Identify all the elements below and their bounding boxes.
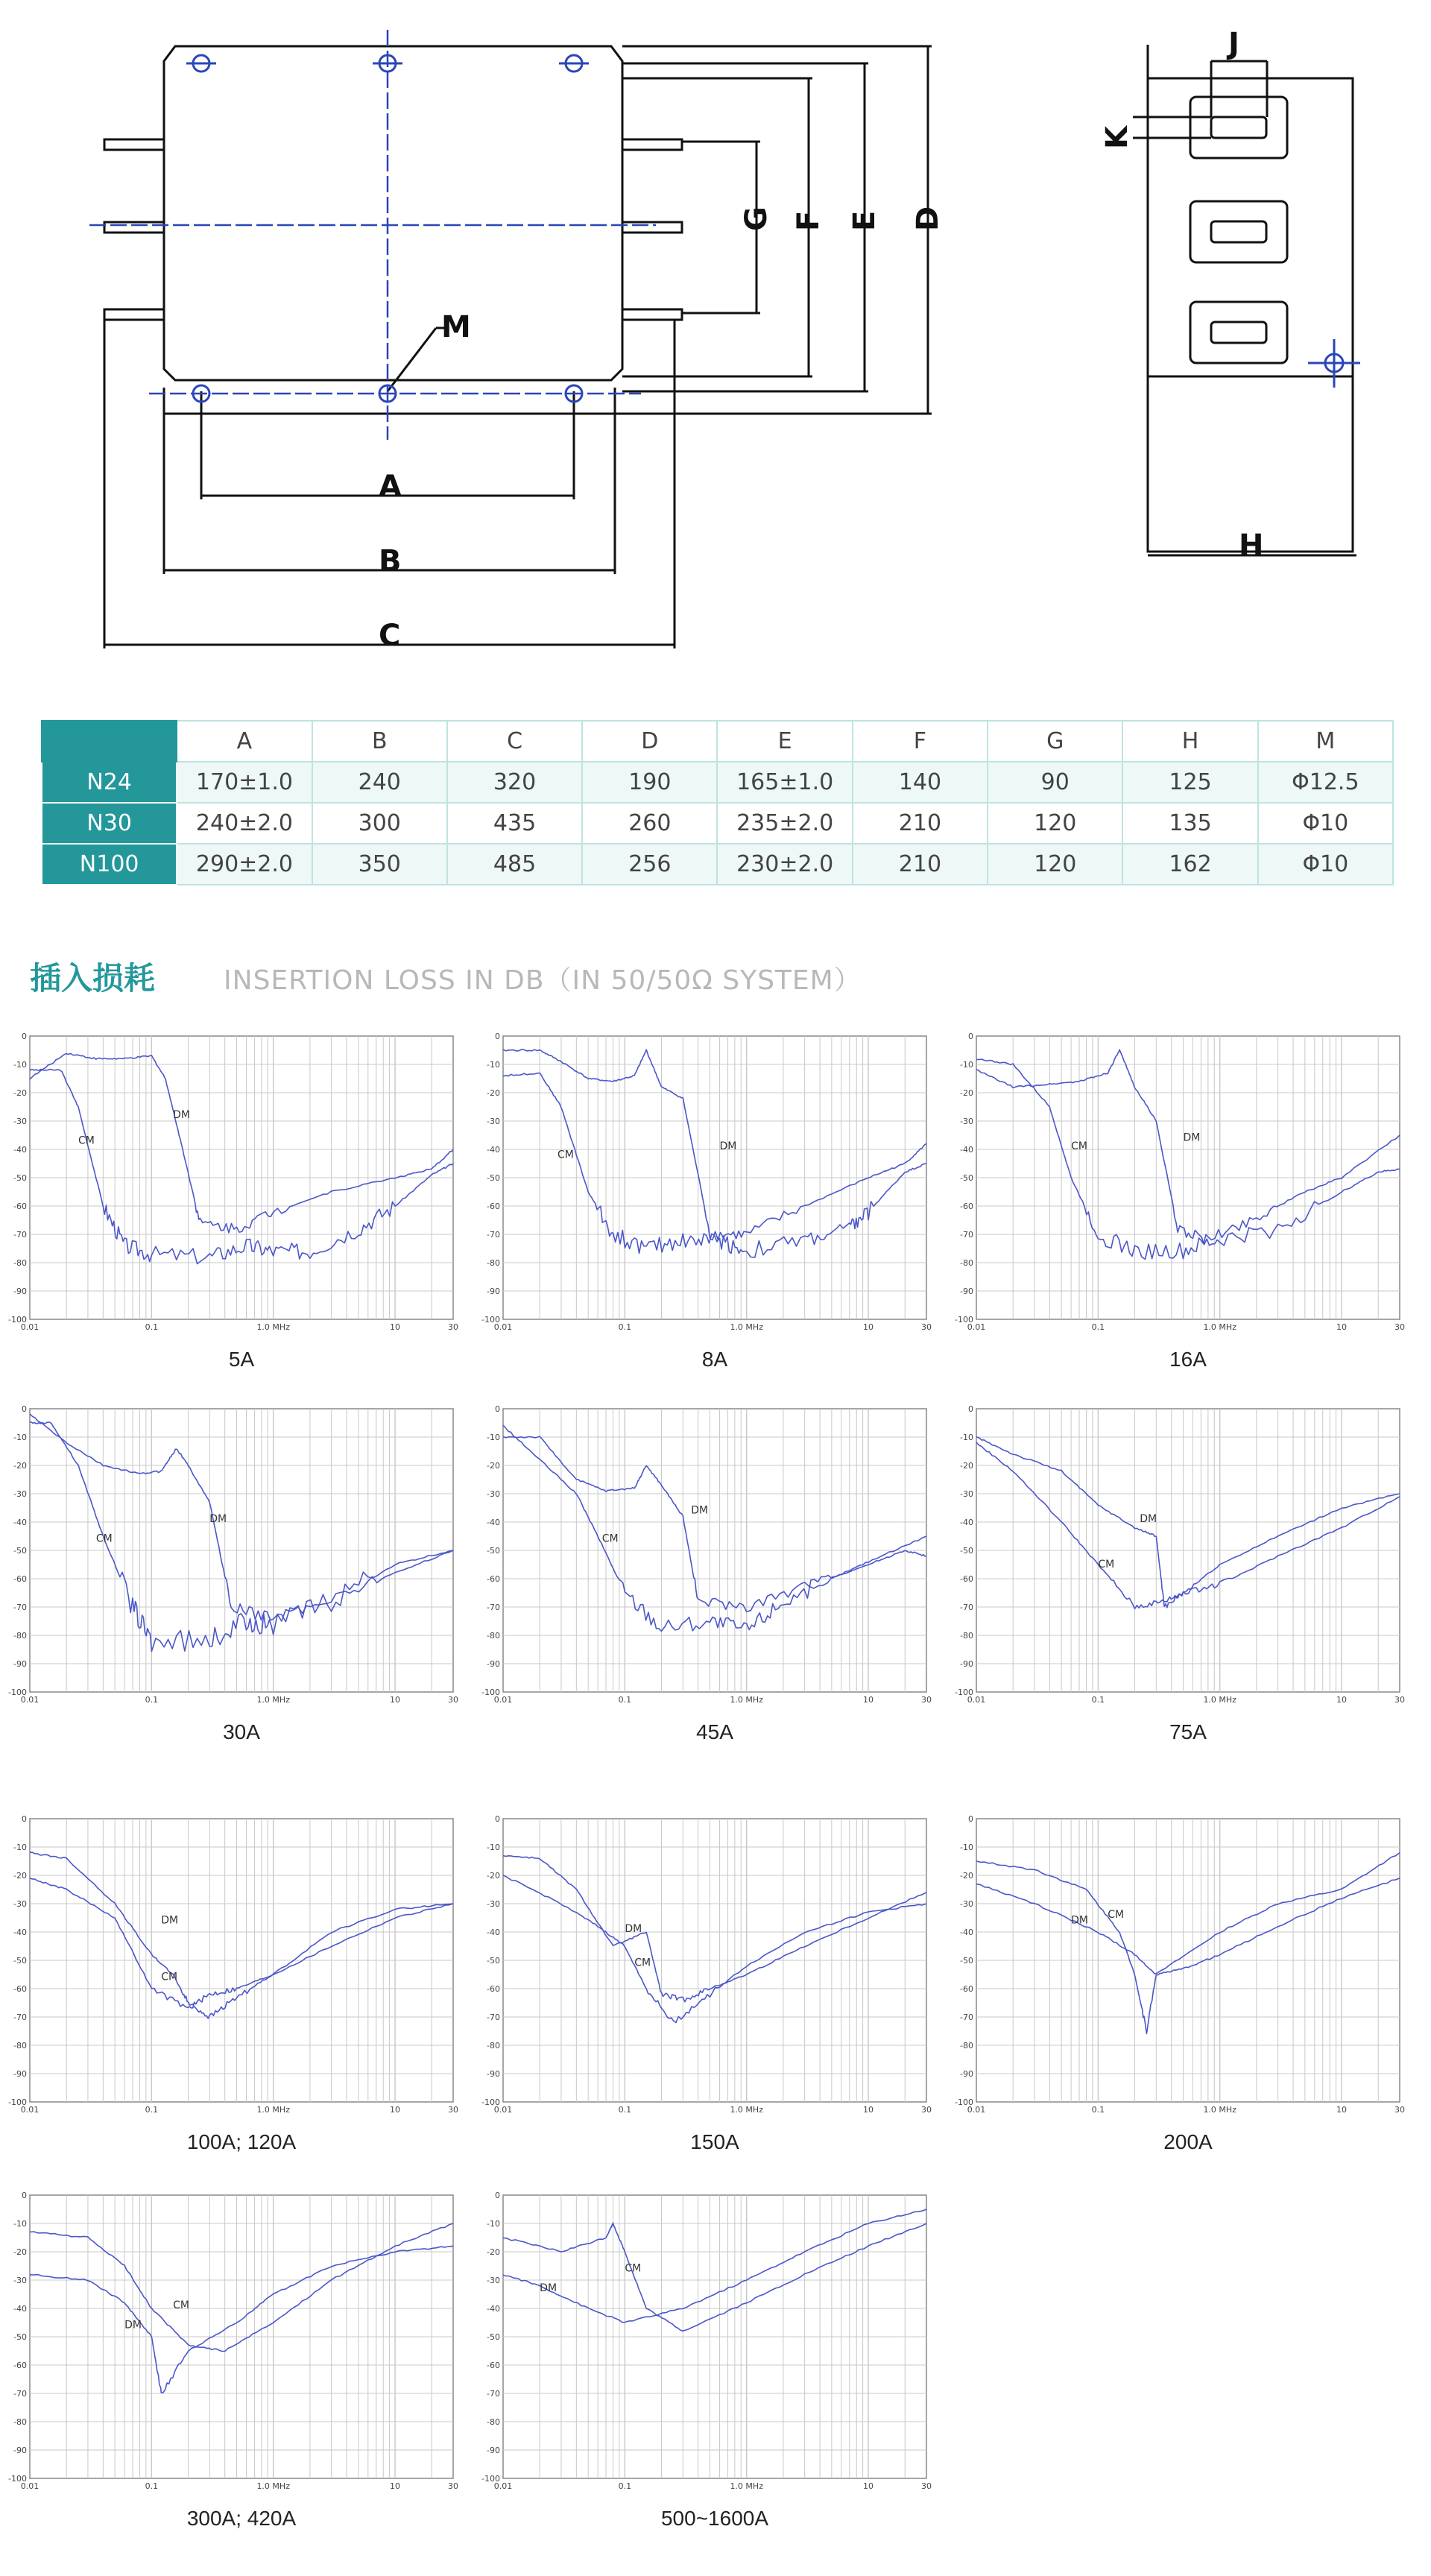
- y-tick-label: -50: [487, 1956, 500, 1966]
- x-tick-label: 0.01: [20, 1322, 40, 1332]
- x-tick-label: 0.1: [618, 1695, 632, 1705]
- y-tick-label: -80: [13, 2041, 27, 2051]
- y-tick-label: -30: [13, 1117, 27, 1126]
- y-tick-label: -40: [13, 1518, 27, 1527]
- dim-label-a: A: [379, 470, 402, 504]
- y-tick-label: -50: [13, 1956, 27, 1966]
- y-tick-label: 0: [22, 1404, 27, 1414]
- y-tick-label: -100: [481, 2097, 500, 2107]
- x-tick-label: 30: [921, 2105, 932, 2115]
- y-tick-label: -80: [487, 2041, 500, 2051]
- section-title-cn: 插入损耗: [30, 960, 156, 997]
- y-tick-label: -10: [13, 2219, 27, 2229]
- y-tick-label: -80: [960, 2041, 973, 2051]
- y-tick-label: -10: [960, 1433, 973, 1442]
- dim-label-j: J: [1228, 27, 1239, 61]
- y-tick-label: -40: [960, 1928, 973, 1937]
- x-tick-label: 0.01: [967, 1695, 986, 1705]
- x-tick-label: 1.0 MHz: [1203, 1695, 1236, 1705]
- x-tick-label: 1.0 MHz: [730, 2105, 763, 2115]
- y-tick-label: -20: [13, 1461, 27, 1471]
- x-tick-label: 10: [390, 2105, 401, 2115]
- dim-label-h: H: [1239, 528, 1264, 563]
- chart-caption: 8A: [701, 1348, 728, 1371]
- x-tick-label: 0.1: [145, 2481, 159, 2491]
- model-cell: N30: [42, 803, 177, 844]
- chart-plot: [481, 1404, 932, 1705]
- y-tick-label: -80: [487, 2417, 500, 2427]
- y-tick-label: -30: [13, 1899, 27, 1909]
- y-tick-label: -70: [13, 2012, 27, 2022]
- table-cell: Φ10: [1258, 844, 1393, 885]
- x-tick-label: 1.0 MHz: [256, 2481, 290, 2491]
- y-tick-label: -70: [13, 2389, 27, 2399]
- y-tick-label: -30: [487, 1117, 500, 1126]
- y-tick-label: -30: [13, 2276, 27, 2285]
- table-cell: 235±2.0: [717, 803, 852, 844]
- y-tick-label: -40: [13, 1145, 27, 1155]
- chart-plot: [481, 2191, 932, 2491]
- dim-label-g: G: [739, 206, 774, 231]
- chart-plot: [481, 1814, 932, 2115]
- y-tick-label: -40: [487, 1145, 500, 1155]
- chart-plot: [8, 1814, 458, 2115]
- dim-label-k: K: [1100, 126, 1134, 149]
- y-tick-label: -90: [487, 1287, 500, 1296]
- x-tick-label: 1.0 MHz: [256, 1322, 290, 1332]
- y-tick-label: -80: [13, 1258, 27, 1268]
- series-label-dm: DM: [209, 1513, 227, 1525]
- y-tick-label: 0: [495, 1404, 500, 1414]
- y-tick-label: -90: [13, 2446, 27, 2455]
- series-label-dm: DM: [691, 1504, 709, 1517]
- y-tick-label: -70: [960, 2012, 973, 2022]
- x-tick-label: 0.01: [493, 1322, 513, 1332]
- chart-caption: 45A: [696, 1720, 733, 1743]
- x-tick-label: 0.1: [618, 2481, 632, 2491]
- dim-label-m: M: [441, 310, 471, 344]
- y-tick-label: -40: [487, 2304, 500, 2314]
- y-tick-label: -100: [481, 2474, 500, 2484]
- dim-label-e: E: [847, 210, 882, 231]
- x-tick-label: 0.01: [20, 1695, 40, 1705]
- y-tick-label: -80: [960, 1258, 973, 1268]
- table-cell: 120: [988, 844, 1122, 885]
- y-tick-label: -30: [13, 1489, 27, 1499]
- y-tick-label: -70: [960, 1230, 973, 1240]
- y-tick-label: -60: [13, 1574, 27, 1584]
- x-tick-label: 10: [1336, 1322, 1348, 1332]
- y-tick-label: -40: [487, 1518, 500, 1527]
- y-tick-label: -10: [13, 1060, 27, 1070]
- x-tick-label: 0.1: [145, 1322, 159, 1332]
- chart-plot: [955, 1404, 1405, 1705]
- series-label-cm: CM: [1098, 1558, 1115, 1570]
- insertion-loss-chart: [481, 1404, 932, 1744]
- y-tick-label: -50: [960, 1546, 973, 1556]
- series-label-cm: CM: [1071, 1140, 1087, 1152]
- y-tick-label: -10: [487, 2219, 500, 2229]
- y-tick-label: -100: [955, 1688, 973, 1697]
- insertion-loss-chart: [481, 1814, 932, 2154]
- table-cell: 210: [853, 844, 988, 885]
- x-tick-label: 10: [863, 2481, 874, 2491]
- dim-label-f: F: [792, 210, 826, 231]
- x-tick-label: 10: [863, 2105, 874, 2115]
- table-cell: 140: [853, 762, 988, 803]
- column-header: A: [177, 721, 312, 762]
- series-label-cm: CM: [557, 1149, 574, 1161]
- y-tick-label: -70: [487, 1603, 500, 1612]
- x-tick-label: 1.0 MHz: [256, 2105, 290, 2115]
- y-tick-label: 0: [968, 1404, 973, 1414]
- y-tick-label: -80: [13, 2417, 27, 2427]
- table-cell: 170±1.0: [177, 762, 312, 803]
- x-tick-label: 1.0 MHz: [1203, 1322, 1236, 1332]
- table-row: [42, 803, 1393, 844]
- chart-caption: 30A: [223, 1720, 260, 1743]
- y-tick-label: -100: [8, 2097, 27, 2107]
- chart-caption: 500~1600A: [660, 2507, 769, 2530]
- series-label-cm: CM: [625, 2262, 642, 2275]
- y-tick-label: -20: [487, 1871, 500, 1881]
- y-tick-label: -30: [487, 2276, 500, 2285]
- y-tick-label: -20: [960, 1461, 973, 1471]
- y-tick-label: -30: [487, 1489, 500, 1499]
- y-tick-label: -40: [487, 1928, 500, 1937]
- series-label-cm: CM: [161, 1971, 178, 1983]
- x-tick-label: 0.01: [493, 2481, 513, 2491]
- x-tick-label: 0.1: [1091, 2105, 1105, 2115]
- insertion-loss-chart: [955, 1814, 1405, 2154]
- y-tick-label: -50: [13, 2332, 27, 2342]
- y-tick-label: -60: [960, 1984, 973, 1994]
- y-tick-label: -20: [13, 1088, 27, 1098]
- y-tick-label: -20: [960, 1088, 973, 1098]
- x-tick-label: 10: [1336, 1695, 1348, 1705]
- y-tick-label: -10: [13, 1433, 27, 1442]
- y-tick-label: 0: [495, 1032, 500, 1041]
- table-cell: 435: [447, 803, 582, 844]
- y-tick-label: -50: [13, 1173, 27, 1183]
- chart-plot: [8, 1404, 458, 1705]
- y-tick-label: -60: [13, 2361, 27, 2370]
- x-tick-label: 30: [921, 1695, 932, 1705]
- y-tick-label: 0: [968, 1814, 973, 1824]
- table-cell: Φ10: [1258, 803, 1393, 844]
- x-tick-label: 30: [448, 2105, 458, 2115]
- y-tick-label: -30: [960, 1899, 973, 1909]
- y-tick-label: -100: [8, 1315, 27, 1325]
- y-tick-label: -70: [960, 1603, 973, 1612]
- y-tick-label: 0: [495, 2191, 500, 2200]
- y-tick-label: -60: [13, 1984, 27, 1994]
- dimensions-table: [41, 720, 1394, 886]
- chart-plot: [8, 2191, 458, 2491]
- y-tick-label: -90: [13, 1287, 27, 1296]
- table-row: [42, 844, 1393, 885]
- insertion-loss-chart: [8, 1032, 458, 1371]
- insertion-loss-heading: [30, 954, 862, 999]
- table-header-row: [42, 721, 1393, 762]
- chart-plot: [955, 1032, 1405, 1332]
- dimension-drawing: [0, 0, 1431, 671]
- series-label-cm: CM: [634, 1957, 651, 1969]
- y-tick-label: 0: [22, 1814, 27, 1824]
- y-tick-label: -50: [487, 1546, 500, 1556]
- table-cell: 240: [312, 762, 447, 803]
- x-tick-label: 0.01: [967, 2105, 986, 2115]
- insertion-loss-chart: [8, 1404, 458, 1744]
- y-tick-label: -90: [13, 1659, 27, 1669]
- x-tick-label: 0.01: [967, 1322, 986, 1332]
- column-header: M: [1258, 721, 1393, 762]
- table-cell: 125: [1122, 762, 1257, 803]
- y-tick-label: -90: [960, 1287, 973, 1296]
- y-tick-label: -100: [8, 2474, 27, 2484]
- y-tick-label: -50: [13, 1546, 27, 1556]
- y-tick-label: 0: [968, 1032, 973, 1041]
- y-tick-label: -70: [487, 1230, 500, 1240]
- y-tick-label: -90: [487, 1659, 500, 1669]
- x-tick-label: 1.0 MHz: [1203, 2105, 1236, 2115]
- series-label-dm: DM: [1183, 1131, 1201, 1144]
- y-tick-label: -30: [960, 1117, 973, 1126]
- x-tick-label: 30: [448, 1695, 458, 1705]
- y-tick-label: -20: [13, 1871, 27, 1881]
- y-tick-label: 0: [22, 2191, 27, 2200]
- y-tick-label: 0: [495, 1814, 500, 1824]
- model-cell: N24: [42, 762, 177, 803]
- column-header: D: [582, 721, 717, 762]
- table-cell: 135: [1122, 803, 1257, 844]
- series-label-dm: DM: [719, 1140, 737, 1152]
- series-label-cm: CM: [173, 2299, 189, 2311]
- x-tick-label: 30: [1394, 2105, 1405, 2115]
- y-tick-label: -70: [13, 1230, 27, 1240]
- y-tick-label: -10: [960, 1843, 973, 1852]
- x-tick-label: 1.0 MHz: [730, 1695, 763, 1705]
- y-tick-label: -90: [487, 2069, 500, 2079]
- y-tick-label: -20: [487, 1461, 500, 1471]
- x-tick-label: 0.01: [20, 2105, 40, 2115]
- insertion-loss-chart: [481, 1032, 932, 1371]
- table-cell: 260: [582, 803, 717, 844]
- y-tick-label: -60: [487, 1202, 500, 1211]
- table-cell: 350: [312, 844, 447, 885]
- y-tick-label: -20: [487, 2247, 500, 2257]
- chart-caption: 75A: [1169, 1720, 1207, 1743]
- y-tick-label: -50: [960, 1956, 973, 1966]
- series-label-dm: DM: [173, 1109, 190, 1122]
- y-tick-label: -70: [487, 2389, 500, 2399]
- y-tick-label: -100: [8, 1688, 27, 1697]
- chart-caption: 100A; 120A: [186, 2130, 297, 2153]
- chart-caption: 5A: [228, 1348, 255, 1371]
- x-tick-label: 0.1: [1091, 1695, 1105, 1705]
- x-tick-label: 10: [390, 1322, 401, 1332]
- x-tick-label: 1.0 MHz: [730, 2481, 763, 2491]
- x-tick-label: 0.1: [1091, 1322, 1105, 1332]
- x-tick-label: 30: [448, 2481, 458, 2491]
- y-tick-label: -10: [13, 1843, 27, 1852]
- y-tick-label: -30: [487, 1899, 500, 1909]
- y-tick-label: -40: [960, 1145, 973, 1155]
- y-tick-label: -80: [13, 1631, 27, 1641]
- x-tick-label: 30: [1394, 1695, 1405, 1705]
- y-tick-label: -60: [960, 1202, 973, 1211]
- y-tick-label: -10: [960, 1060, 973, 1070]
- column-header: E: [717, 721, 852, 762]
- y-tick-label: -40: [960, 1518, 973, 1527]
- y-tick-label: -70: [487, 2012, 500, 2022]
- y-tick-label: -60: [13, 1202, 27, 1211]
- y-tick-label: -40: [13, 2304, 27, 2314]
- series-label-dm: DM: [540, 2282, 557, 2295]
- series-label-dm: DM: [124, 2319, 142, 2332]
- chart-plot: [955, 1814, 1405, 2115]
- y-tick-label: -10: [487, 1060, 500, 1070]
- table-cell: 300: [312, 803, 447, 844]
- table-cell: 320: [447, 762, 582, 803]
- dim-label-b: B: [379, 544, 402, 578]
- y-tick-label: -90: [960, 1659, 973, 1669]
- series-label-cm: CM: [601, 1532, 619, 1545]
- y-tick-label: -60: [487, 2361, 500, 2370]
- x-tick-label: 0.1: [145, 2105, 159, 2115]
- x-tick-label: 10: [390, 2481, 401, 2491]
- x-tick-label: 0.01: [493, 2105, 513, 2115]
- x-tick-label: 10: [1336, 2105, 1348, 2115]
- dim-label-c: C: [379, 619, 401, 653]
- insertion-loss-chart: [481, 2191, 932, 2531]
- x-tick-label: 0.1: [618, 2105, 632, 2115]
- chart-plot: [8, 1032, 458, 1332]
- table-cell: 230±2.0: [717, 844, 852, 885]
- table-cell: 120: [988, 803, 1122, 844]
- series-label-cm: CM: [95, 1532, 113, 1545]
- insertion-loss-chart: [955, 1404, 1405, 1744]
- column-header: C: [447, 721, 582, 762]
- y-tick-label: -90: [960, 2069, 973, 2079]
- table-row: [42, 762, 1393, 803]
- x-tick-label: 10: [863, 1322, 874, 1332]
- x-tick-label: 0.1: [618, 1322, 632, 1332]
- table-cell: 485: [447, 844, 582, 885]
- table-cell: 190: [582, 762, 717, 803]
- x-tick-label: 0.01: [20, 2481, 40, 2491]
- table-cell: 290±2.0: [177, 844, 312, 885]
- y-tick-label: -20: [13, 2247, 27, 2257]
- column-header: F: [853, 721, 988, 762]
- y-tick-label: -70: [13, 1603, 27, 1612]
- y-tick-label: -10: [487, 1433, 500, 1442]
- column-header: H: [1122, 721, 1257, 762]
- column-header: G: [988, 721, 1122, 762]
- chart-plot: [481, 1032, 932, 1332]
- table-cell: 165±1.0: [717, 762, 852, 803]
- chart-caption: 150A: [690, 2130, 739, 2153]
- chart-caption: 300A; 420A: [186, 2507, 297, 2530]
- x-tick-label: 30: [1394, 1322, 1405, 1332]
- y-tick-label: -80: [960, 1631, 973, 1641]
- x-tick-label: 10: [863, 1695, 874, 1705]
- y-tick-label: 0: [22, 1032, 27, 1041]
- y-tick-label: -20: [960, 1871, 973, 1881]
- chart-caption: 200A: [1163, 2130, 1213, 2153]
- y-tick-label: -80: [487, 1258, 500, 1268]
- series-label-dm: DM: [1071, 1914, 1088, 1927]
- y-tick-label: -100: [481, 1315, 500, 1325]
- dim-label-d: D: [911, 206, 945, 231]
- series-label-cm: CM: [78, 1134, 95, 1147]
- table-cell: 210: [853, 803, 988, 844]
- section-title-en: INSERTION LOSS IN DB（IN 50/50Ω SYSTEM）: [224, 965, 862, 996]
- x-tick-label: 10: [390, 1695, 401, 1705]
- x-tick-label: 30: [921, 1322, 932, 1332]
- y-tick-label: -60: [487, 1574, 500, 1584]
- insertion-loss-chart: [8, 2191, 458, 2531]
- column-header: B: [312, 721, 447, 762]
- insertion-loss-chart: [8, 1814, 458, 2154]
- table-corner-cell: [42, 721, 177, 762]
- y-tick-label: -60: [487, 1984, 500, 1994]
- x-tick-label: 30: [448, 1322, 458, 1332]
- x-tick-label: 1.0 MHz: [256, 1695, 290, 1705]
- y-tick-label: -60: [960, 1574, 973, 1584]
- y-tick-label: -100: [481, 1688, 500, 1697]
- y-tick-label: -40: [13, 1928, 27, 1937]
- y-tick-label: -100: [955, 2097, 973, 2107]
- y-tick-label: -10: [487, 1843, 500, 1852]
- table-cell: 240±2.0: [177, 803, 312, 844]
- y-tick-label: -50: [487, 2332, 500, 2342]
- x-tick-label: 0.01: [493, 1695, 513, 1705]
- y-tick-label: -90: [487, 2446, 500, 2455]
- model-cell: N100: [42, 844, 177, 885]
- insertion-loss-chart: [955, 1032, 1405, 1371]
- table-cell: Φ12.5: [1258, 762, 1393, 803]
- x-tick-label: 1.0 MHz: [730, 1322, 763, 1332]
- table-cell: 256: [582, 844, 717, 885]
- series-label-dm: DM: [161, 1914, 179, 1927]
- y-tick-label: -20: [487, 1088, 500, 1098]
- y-tick-label: -50: [960, 1173, 973, 1183]
- y-tick-label: -50: [487, 1173, 500, 1183]
- x-tick-label: 0.1: [145, 1695, 159, 1705]
- y-tick-label: -90: [13, 2069, 27, 2079]
- series-label-cm: CM: [1108, 1909, 1125, 1921]
- series-label-dm: DM: [625, 1923, 642, 1935]
- x-tick-label: 30: [921, 2481, 932, 2491]
- series-label-dm: DM: [1140, 1513, 1157, 1525]
- table-cell: 90: [988, 762, 1122, 803]
- y-tick-label: -80: [487, 1631, 500, 1641]
- y-tick-label: -100: [955, 1315, 973, 1325]
- chart-caption: 16A: [1169, 1348, 1207, 1371]
- table-cell: 162: [1122, 844, 1257, 885]
- y-tick-label: -30: [960, 1489, 973, 1499]
